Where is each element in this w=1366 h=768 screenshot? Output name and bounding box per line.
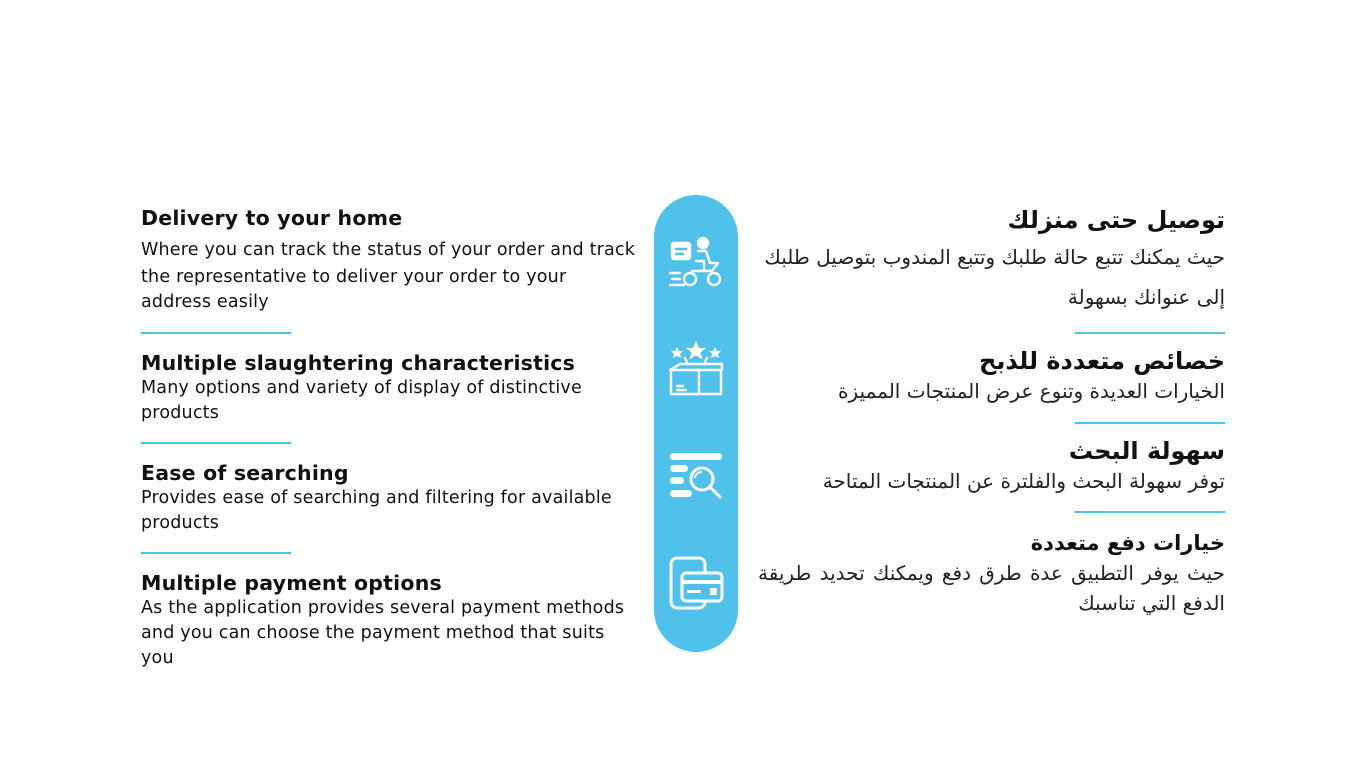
feature-desc: الخيارات العديدة وتنوع عرض المنتجات المميزة — [838, 379, 1225, 403]
divider — [141, 552, 291, 554]
feature-title: Ease of searching — [141, 461, 349, 485]
feature-desc-line: products — [141, 513, 220, 533]
feature-search-en — [141, 460, 641, 536]
feature-slaughter-ar — [758, 346, 1225, 406]
feature-title: Delivery to your home — [141, 206, 403, 230]
feature-desc-line: Many options and variety of display of distinctive — [141, 378, 582, 398]
feature-delivery-ar — [758, 205, 1225, 317]
feature-payment-ar — [758, 528, 1225, 618]
feature-title: توصيل حتى منزلك — [1007, 206, 1225, 234]
feature-desc-line: As the application provides several payment methods — [141, 598, 625, 618]
feature-desc-line: Where you can track the status of your order and track — [141, 240, 636, 260]
box-stars-icon — [668, 340, 724, 396]
feature-title: خصائص متعددة للذبح — [979, 347, 1225, 375]
feature-title: Multiple payment options — [141, 571, 442, 595]
divider — [141, 442, 291, 444]
payment-card-icon — [668, 555, 724, 611]
feature-slaughter-en — [141, 350, 641, 426]
feature-payment-en — [141, 570, 641, 671]
feature-desc: توفر سهولة البحث والفلترة عن المنتجات المتاحة — [822, 469, 1225, 493]
feature-desc-line: address easily — [141, 292, 269, 312]
feature-title: خيارات دفع متعددة — [1030, 531, 1225, 555]
feature-desc-line: and you can choose the payment method that suits you — [141, 623, 605, 668]
icon-pill — [654, 195, 738, 652]
search-list-icon — [668, 449, 724, 505]
feature-title: Multiple slaughtering characteristics — [141, 351, 576, 375]
divider — [1075, 511, 1225, 513]
delivery-scooter-icon — [668, 233, 724, 289]
feature-desc-line: products — [141, 403, 220, 423]
feature-desc: حيث يوفر التطبيق عدة طرق دفع ويمكنك تحديد طريقة الدفع التي تناسبك — [758, 561, 1225, 615]
feature-desc: حيث يمكنك تتبع حالة طلبك وتتبع المندوب بتوصيل طلبك إلى عنوانك بسهولة — [764, 245, 1225, 309]
divider — [1075, 332, 1225, 334]
divider — [1075, 422, 1225, 424]
feature-title: سهولة البحث — [1068, 437, 1225, 465]
divider — [141, 332, 291, 334]
feature-desc-line: the representative to deliver your order to your — [141, 267, 567, 287]
feature-desc-line: Provides ease of searching and filtering for available — [141, 488, 612, 508]
feature-search-ar — [758, 436, 1225, 496]
feature-delivery-en — [141, 205, 641, 315]
